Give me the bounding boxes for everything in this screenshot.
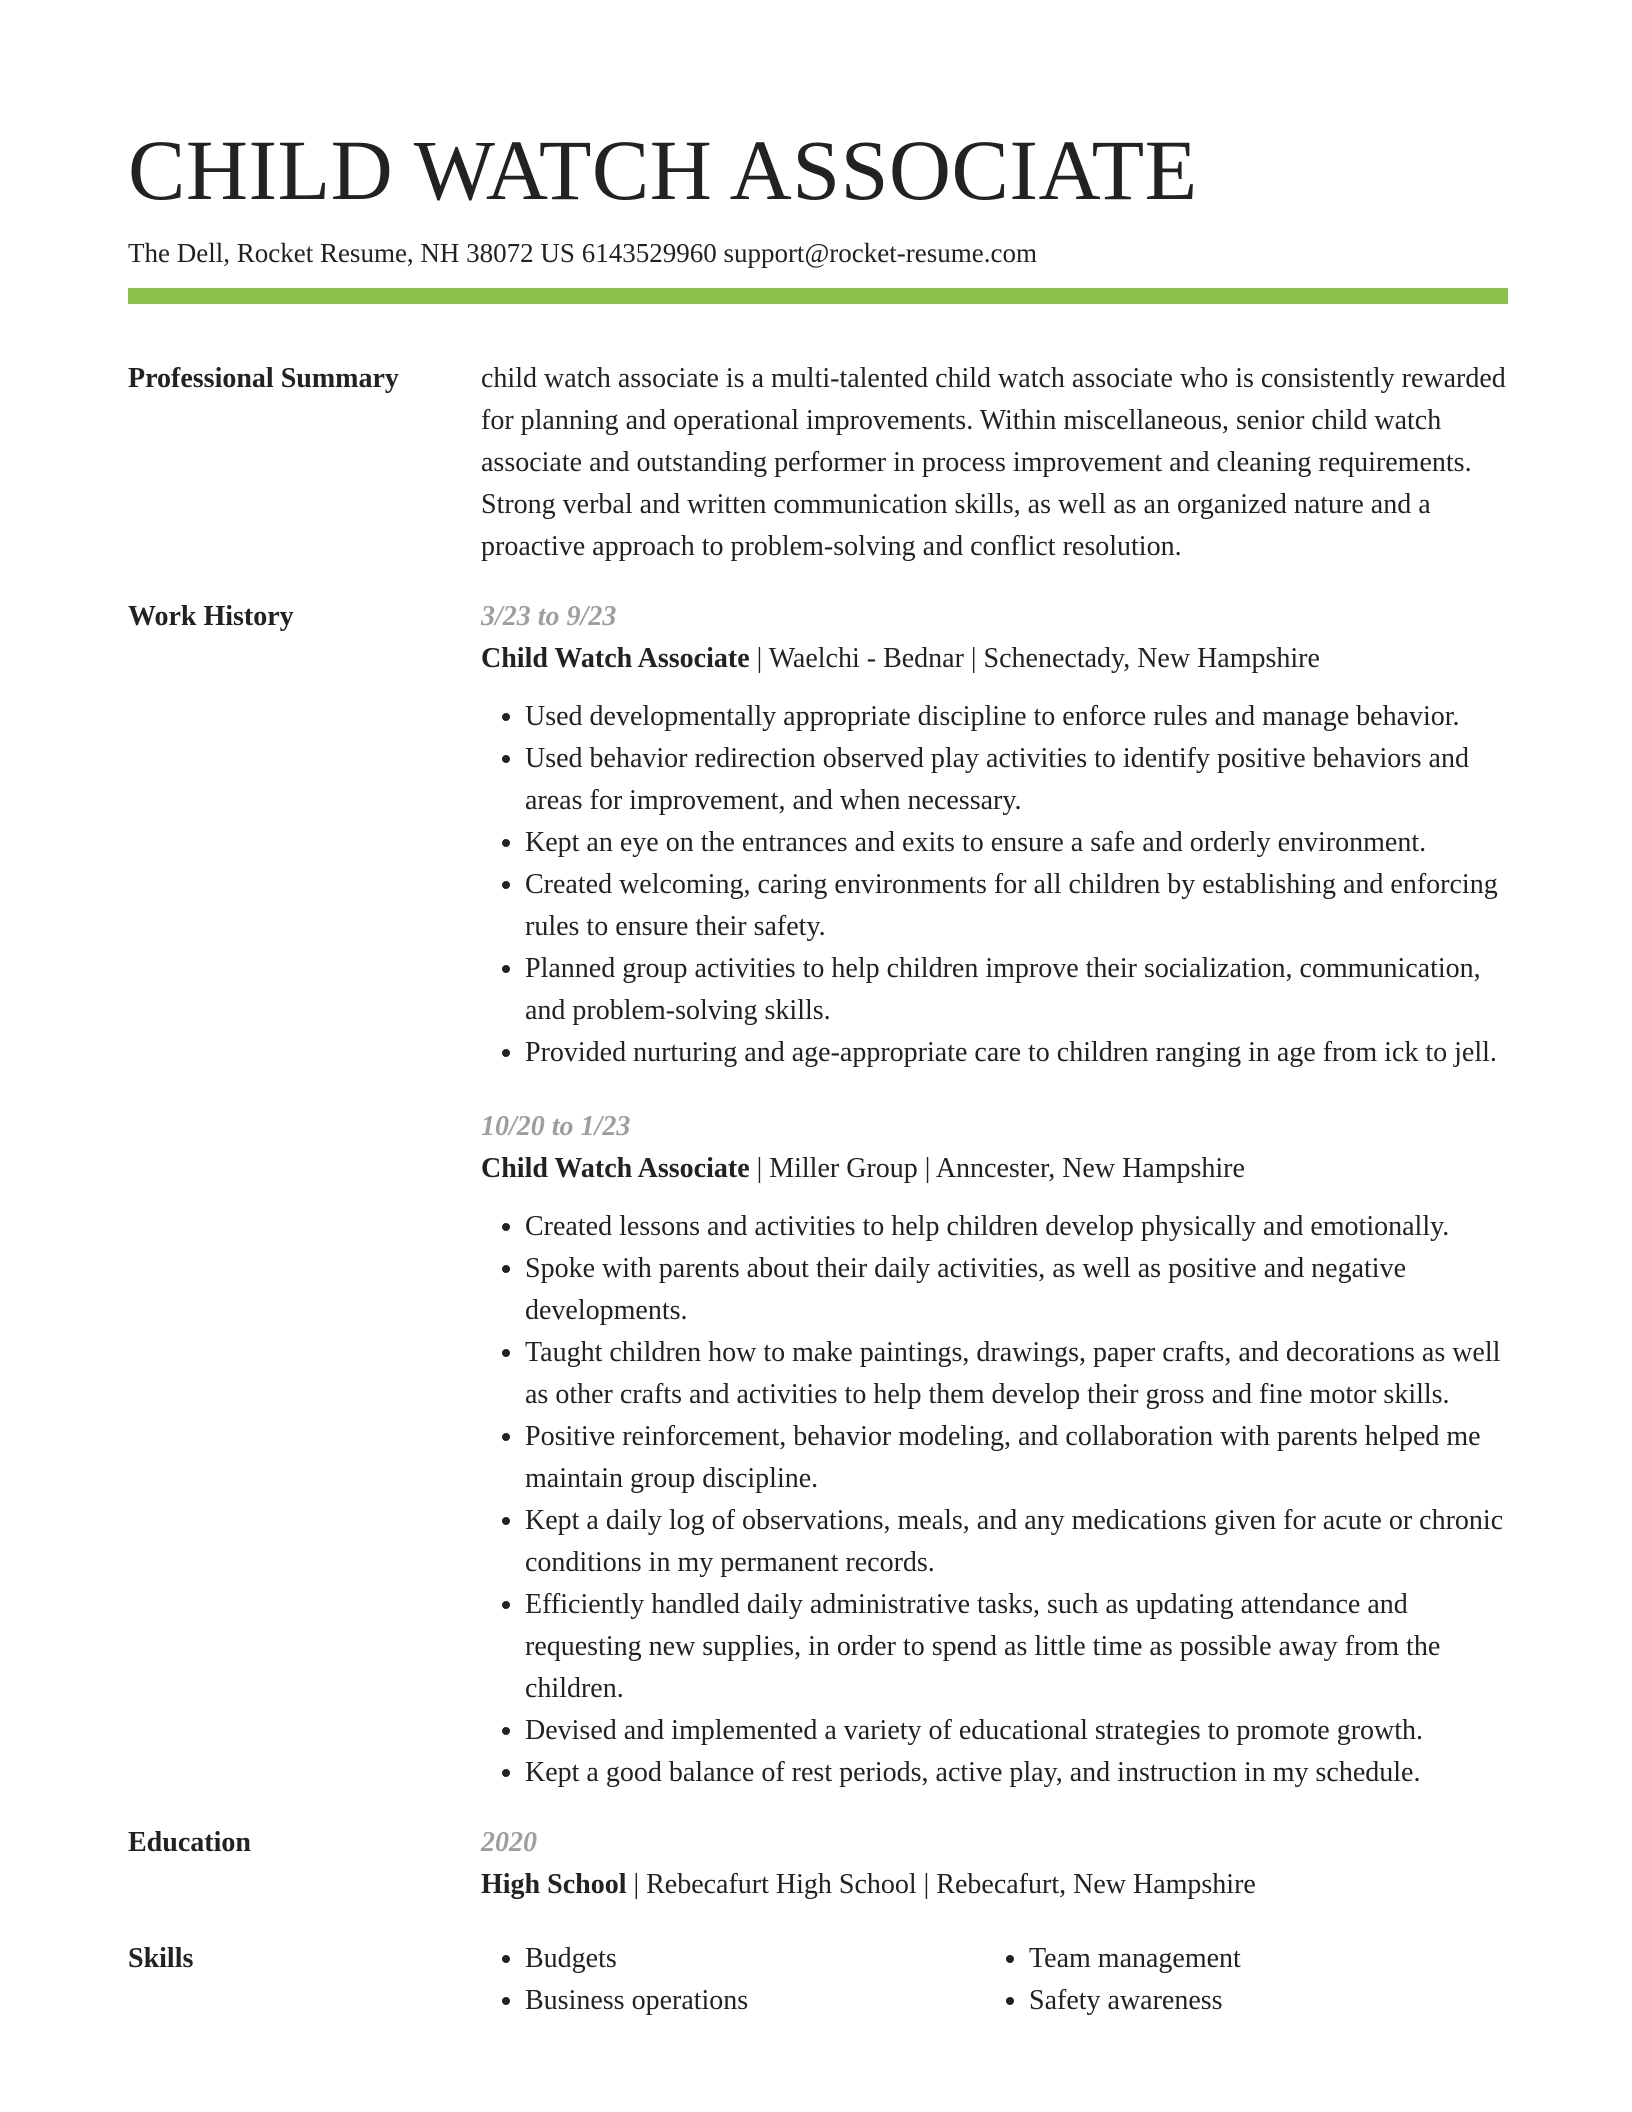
job-title: Child Watch Associate bbox=[481, 1153, 750, 1184]
job-bullet: • Efficiently handled daily administrative tasks, such as updating attendance and requesting new supplies, in order to spend as little time as possible away from the children. bbox=[525, 1584, 1508, 1710]
skills-list-right bbox=[985, 1938, 1489, 2022]
job-bullet: • Kept an eye on the entrances and exits to ensure a safe and orderly environment. bbox=[525, 822, 1508, 864]
summary-heading: Professional Summary bbox=[128, 363, 399, 394]
skill-item: • Business operations bbox=[525, 1980, 985, 2022]
education-body bbox=[481, 1822, 1508, 1906]
summary-section bbox=[128, 358, 1508, 568]
job-title: Child Watch Associate bbox=[481, 643, 750, 674]
skill-item: • Team management bbox=[1029, 1938, 1489, 1980]
candidate-name: CHILD WATCH ASSOCIATE bbox=[128, 122, 1198, 218]
summary-text: child watch associate is a multi-talented child watch associate who is consistently rewarded for planning and operational improvements. Within miscellaneous, senior child watch associate and outstanding performer in process improvement and cleaning requirements. Strong verbal and written communication skills, as well as an organized nature and a proactive approach to problem-solving and conflict resolution. bbox=[481, 363, 1506, 562]
job-bullets bbox=[481, 696, 1508, 1074]
work-history-body bbox=[481, 596, 1508, 1794]
skills-heading: Skills bbox=[128, 1943, 194, 1974]
job-bullet: • Spoke with parents about their daily activities, as well as positive and negative developments. bbox=[525, 1248, 1508, 1332]
skill-item: • Budgets bbox=[525, 1938, 985, 1980]
job-employer-location: | Miller Group | Anncester, New Hampshire bbox=[749, 1153, 1245, 1184]
job-entry bbox=[481, 596, 1508, 1074]
job-bullet: • Taught children how to make paintings, drawings, paper crafts, and decorations as well as other crafts and activities to help them develop their gross and fine motor skills. bbox=[525, 1332, 1508, 1416]
job-bullet: • Used developmentally appropriate discipline to enforce rules and manage behavior. bbox=[525, 696, 1508, 738]
skills-body bbox=[481, 1938, 1508, 2022]
job-bullet: • Used behavior redirection observed play activities to identify positive behaviors and areas for improvement, and when necessary. bbox=[525, 738, 1508, 822]
education-school-location: | Rebecafurt High School | Rebecafurt, New Hampshire bbox=[626, 1869, 1256, 1900]
education-heading: Education bbox=[128, 1827, 251, 1858]
education-degree: High School bbox=[481, 1869, 627, 1900]
resume-page bbox=[128, 120, 1508, 2022]
education-line bbox=[481, 1864, 1508, 1906]
contact-email: support@rocket-resume.com bbox=[723, 238, 1037, 268]
skill-item: • Safety awareness bbox=[1029, 1980, 1489, 2022]
job-bullet: • Devised and implemented a variety of educational strategies to promote growth. bbox=[525, 1710, 1508, 1752]
job-title-line bbox=[481, 1148, 1508, 1190]
job-bullet: • Positive reinforcement, behavior modeling, and collaboration with parents helped me maintain group discipline. bbox=[525, 1416, 1508, 1500]
job-title-line bbox=[481, 638, 1508, 680]
job-bullet: • Created welcoming, caring environments for all children by establishing and enforcing rules to ensure their safety. bbox=[525, 864, 1508, 948]
work-history-heading: Work History bbox=[128, 601, 294, 632]
job-bullet: • Kept a daily log of observations, meals, and any medications given for acute or chronic conditions in my permanent records. bbox=[525, 1500, 1508, 1584]
job-employer-location: | Waelchi - Bednar | Schenectady, New Hampshire bbox=[749, 643, 1320, 674]
job-bullet: • Created lessons and activities to help children develop physically and emotionally. bbox=[525, 1206, 1508, 1248]
summary-body bbox=[481, 358, 1508, 568]
job-bullets bbox=[481, 1206, 1508, 1794]
accent-divider bbox=[128, 288, 1508, 304]
work-history-section bbox=[128, 596, 1508, 1794]
job-bullet: • Planned group activities to help children improve their socialization, communication, and problem-solving skills. bbox=[525, 948, 1508, 1032]
contact-line bbox=[128, 234, 1508, 272]
skills-list-left bbox=[481, 1938, 985, 2022]
job-dates: 3/23 to 9/23 bbox=[481, 601, 617, 632]
education-year: 2020 bbox=[481, 1827, 537, 1858]
job-entry bbox=[481, 1106, 1508, 1794]
skills-section bbox=[128, 1938, 1508, 2022]
job-bullet: • Kept a good balance of rest periods, active play, and instruction in my schedule. bbox=[525, 1752, 1508, 1794]
job-dates: 10/20 to 1/23 bbox=[481, 1111, 631, 1142]
contact-phone: 6143529960 bbox=[581, 238, 717, 268]
job-bullet: • Provided nurturing and age-appropriate care to children ranging in age from ick to jell. bbox=[525, 1032, 1508, 1074]
contact-address: The Dell, Rocket Resume, NH 38072 US bbox=[128, 238, 575, 268]
education-section bbox=[128, 1822, 1508, 1906]
